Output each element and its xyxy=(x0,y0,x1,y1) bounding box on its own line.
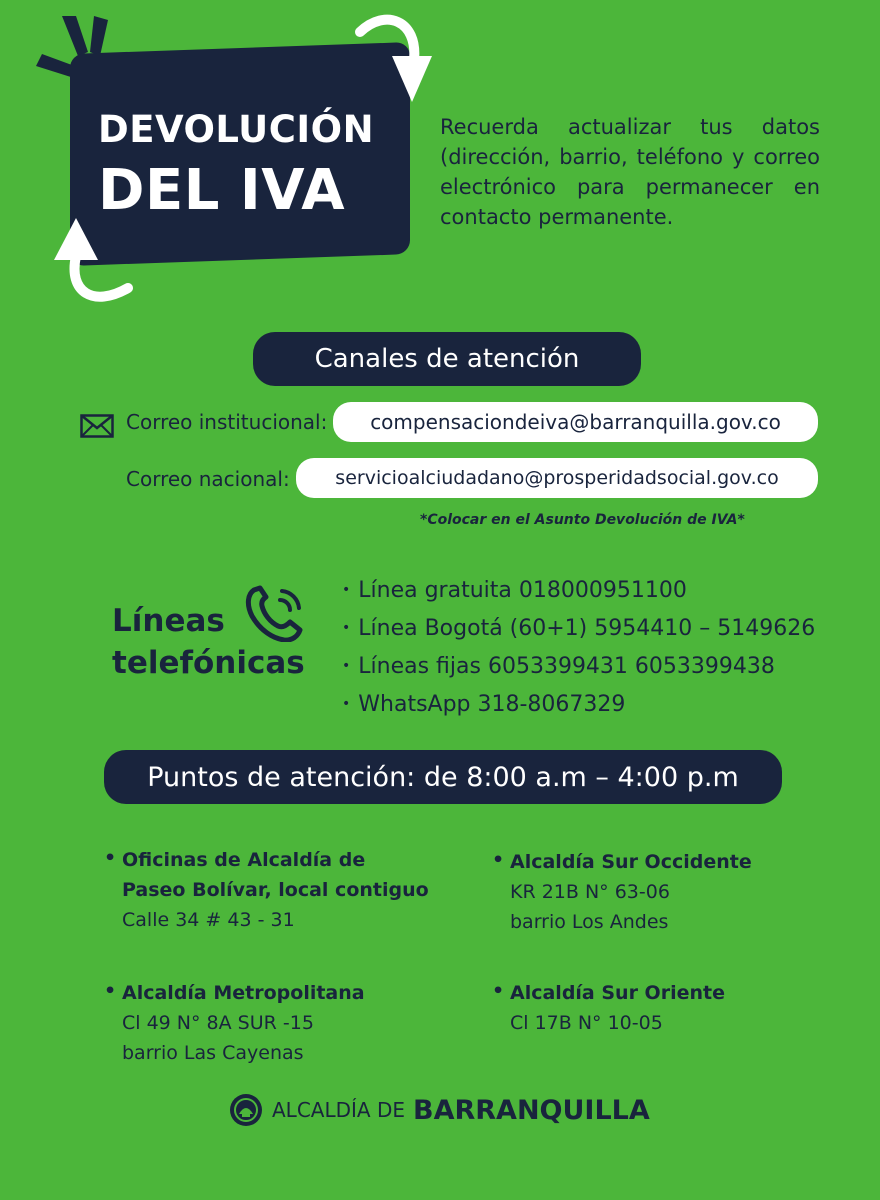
footer-city: BARRANQUILLA xyxy=(413,1094,650,1126)
office-name: Oficinas de Alcaldía de xyxy=(122,849,366,871)
phone-icon xyxy=(244,584,306,642)
office-name: Alcaldía Metropolitana xyxy=(122,982,365,1004)
correo-institucional-label: Correo institucional: xyxy=(126,410,328,434)
office-barrio: barrio Los Andes xyxy=(510,911,669,933)
correo-nacional-email[interactable]: servicioalciudadano@prosperidadsocial.gov.co xyxy=(296,458,818,498)
puntos-heading: Puntos de atención: de 8:00 a.m – 4:00 p.m xyxy=(104,750,782,804)
arrow-bottom-left-icon xyxy=(48,212,148,307)
canales-heading: Canales de atención xyxy=(253,332,641,386)
city-seal-icon xyxy=(228,1092,264,1128)
footer-logo xyxy=(228,1090,650,1130)
correo-institucional-email[interactable]: compensaciondeiva@barranquilla.gov.co xyxy=(333,402,818,442)
footer-prefix: ALCALDÍA DE xyxy=(272,1098,405,1122)
office-metropolitana xyxy=(104,978,365,1068)
office-address: Cl 17B N° 10-05 xyxy=(510,1012,663,1034)
phone-lines-list xyxy=(342,573,815,725)
title-line-2: DEL IVA xyxy=(98,158,346,223)
office-address: Calle 34 # 43 - 31 xyxy=(122,909,295,931)
office-barrio: barrio Las Cayenas xyxy=(122,1042,304,1064)
office-address: KR 21B N° 63-06 xyxy=(510,881,670,903)
bullet: • xyxy=(492,849,505,871)
list-item: • Línea gratuita 018000951100 xyxy=(342,573,815,611)
correo-nacional-label: Correo nacional: xyxy=(126,467,290,491)
asunto-note: *Colocar en el Asunto Devolución de IVA* xyxy=(420,512,745,528)
office-sur-oriente xyxy=(492,978,725,1038)
office-name: Alcaldía Sur Oriente xyxy=(510,982,725,1004)
bullet: • xyxy=(492,980,505,1002)
office-paseo-bolivar xyxy=(104,845,429,935)
office-name: Alcaldía Sur Occidente xyxy=(510,851,752,873)
intro-text: Recuerda actualizar tus datos (dirección, barrio, teléfono y correo electrónico para permanecer en contacto permanente. xyxy=(440,115,820,229)
arrow-top-right-icon xyxy=(340,10,435,110)
office-address: Cl 49 N° 8A SUR -15 xyxy=(122,1012,314,1034)
bullet: • xyxy=(104,980,117,1002)
lineas-title-line-1: Líneas xyxy=(112,603,225,639)
office-name-2: Paseo Bolívar, local contiguo xyxy=(122,879,429,901)
list-item: • Línea Bogotá (60+1) 5954410 – 5149626 xyxy=(342,611,815,649)
title-line-1: DEVOLUCIÓN xyxy=(98,108,375,151)
bullet: • xyxy=(104,847,117,869)
lineas-title-line-2: telefónicas xyxy=(112,645,305,681)
office-sur-occidente xyxy=(492,847,752,937)
envelope-icon xyxy=(80,414,114,438)
list-item: • Líneas fijas 6053399431 6053399438 xyxy=(342,649,815,687)
list-item: • WhatsApp 318-8067329 xyxy=(342,687,815,725)
